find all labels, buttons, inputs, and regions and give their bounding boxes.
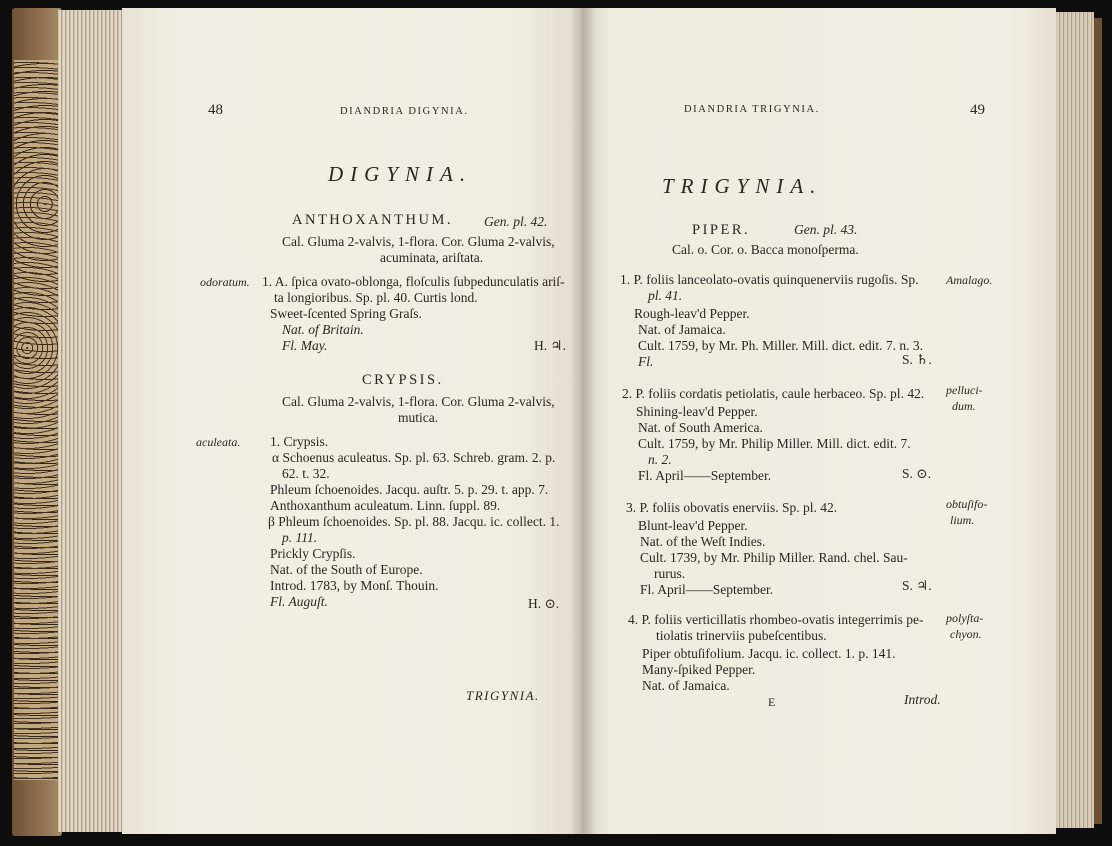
margin-species-name: lium. [950, 513, 975, 527]
species-line: Nat. of South America. [638, 420, 763, 435]
book-gutter [570, 8, 596, 834]
species-line: Introd. 1783, by Monſ. Thouin. [270, 578, 439, 593]
species-line: Rough-leav'd Pepper. [634, 306, 750, 321]
species-line: Fl. [638, 354, 654, 369]
species-line: Fl. May. [282, 338, 328, 353]
species-line: n. 2. [648, 452, 672, 467]
species-line: ta longioribus. Sp. pl. 40. Curtis lond. [274, 290, 478, 305]
species-line: 1. P. foliis lanceolato-ovatis quinquenerviis rugoſis. Sp. [620, 272, 919, 287]
species-line: 1. A. ſpica ovato-oblonga, floſculis ſubpedunculatis ariſ- [262, 274, 565, 289]
margin-species-name: aculeata. [196, 435, 241, 449]
species-line: Anthoxanthum aculeatum. Linn. ſuppl. 89. [270, 498, 501, 513]
page-edges-right [1054, 12, 1094, 828]
page-number: 48 [208, 102, 223, 118]
species-line: Blunt-leav'd Pepper. [638, 518, 748, 533]
margin-species-name: dum. [952, 399, 976, 413]
duration-symbol: H. ⊙. [528, 596, 560, 611]
duration-symbol: S. ♃. [902, 578, 932, 593]
species-line: 62. t. 32. [282, 466, 330, 481]
species-line: β Phleum ſchoenoides. Sp. pl. 88. Jacqu. ic. collect. 1. [268, 514, 560, 529]
running-head: DIANDRIA TRIGYNIA. [684, 104, 820, 115]
species-line: Fl. April——September. [638, 468, 772, 483]
running-head: DIANDRIA DIGYNIA. [340, 106, 469, 117]
margin-species-name: obtuſifo- [946, 497, 988, 511]
species-line: Many-ſpiked Pepper. [642, 662, 756, 677]
margin-species-name: polyſta- [946, 611, 984, 625]
species-line: 1. Crypsis. [270, 434, 329, 449]
genus-character: Cal. Gluma 2-valvis, 1-flora. Cor. Gluma 2-valvis, [282, 394, 555, 409]
species-line: Nat. of the Weſt Indies. [640, 534, 766, 549]
margin-species-name: odoratum. [200, 275, 250, 289]
species-line: Nat. of the South of Europe. [270, 562, 423, 577]
genus-name: PIPER. [692, 222, 751, 238]
margin-species-name: chyon. [950, 627, 982, 641]
species-line: tiolatis trinerviis pubeſcentibus. [656, 628, 827, 643]
species-line: Nat. of Jamaica. [642, 678, 730, 693]
marbled-endpaper [14, 60, 58, 780]
genus-character: Cal. Gluma 2-valvis, 1-flora. Cor. Gluma 2-valvis, [282, 234, 555, 249]
genus-reference: Gen. pl. 43. [794, 222, 858, 237]
genus-character: Cal. o. Cor. o. Bacca monoſperma. [672, 242, 859, 257]
species-line: Fl. April——September. [640, 582, 774, 597]
right-page [582, 8, 1056, 834]
margin-species-name: pelluci- [946, 383, 983, 397]
left-page [122, 8, 582, 834]
species-line: Cult. 1759, by Mr. Philip Miller. Mill. dict. edit. 7. [638, 436, 911, 451]
species-line: Fl. Auguſt. [270, 594, 328, 609]
species-line: Nat. of Britain. [282, 322, 364, 337]
duration-symbol: S. ⊙. [902, 466, 931, 481]
species-line: p. 111. [282, 530, 318, 545]
margin-species-name: Amalago. [946, 273, 993, 287]
catchword: TRIGYNIA. [466, 688, 540, 703]
species-line: rurus. [654, 566, 686, 581]
duration-symbol: H. ♃. [534, 338, 566, 353]
species-line: Shining-leav'd Pepper. [636, 404, 758, 419]
species-line: pl. 41. [648, 288, 683, 303]
signature-mark: E [768, 695, 776, 709]
species-line: α Schoenus aculeatus. Sp. pl. 63. Schreb. gram. 2. p. [272, 450, 556, 465]
section-title: TRIGYNIA. [662, 174, 823, 198]
genus-name: ANTHOXANTHUM. [292, 212, 453, 228]
genus-name: CRYPSIS. [362, 372, 444, 388]
species-line: Nat. of Jamaica. [638, 322, 726, 337]
genus-character: acuminata, ariſtata. [380, 250, 484, 265]
species-line: Prickly Crypſis. [270, 546, 356, 561]
genus-character: mutica. [398, 410, 439, 425]
catchword: Introd. [904, 692, 941, 707]
section-title: DIGYNIA. [328, 162, 473, 186]
genus-reference: Gen. pl. 42. [484, 214, 548, 229]
species-line: Sweet-ſcented Spring Graſs. [270, 306, 422, 321]
duration-symbol: S. ♄. [902, 352, 932, 367]
species-line: 3. P. foliis obovatis enerviis. Sp. pl. 42. [626, 500, 838, 515]
species-line: Cult. 1739, by Mr. Philip Miller. Rand. chel. Sau- [640, 550, 908, 565]
species-line: Phleum ſchoenoides. Jacqu. auſtr. 5. p. 29. t. app. 7. [270, 482, 549, 497]
species-line: 2. P. foliis cordatis petiolatis, caule herbaceo. Sp. pl. 42. [622, 386, 925, 401]
page-number: 49 [970, 102, 985, 118]
species-line: 4. P. foliis verticillatis rhombeo-ovatis integerrimis pe- [628, 612, 924, 627]
species-line: Cult. 1759, by Mr. Ph. Miller. Mill. dict. edit. 7. n. 3. [638, 338, 924, 353]
species-line: Piper obtuſifolium. Jacqu. ic. collect. 1. p. 141. [642, 646, 896, 661]
